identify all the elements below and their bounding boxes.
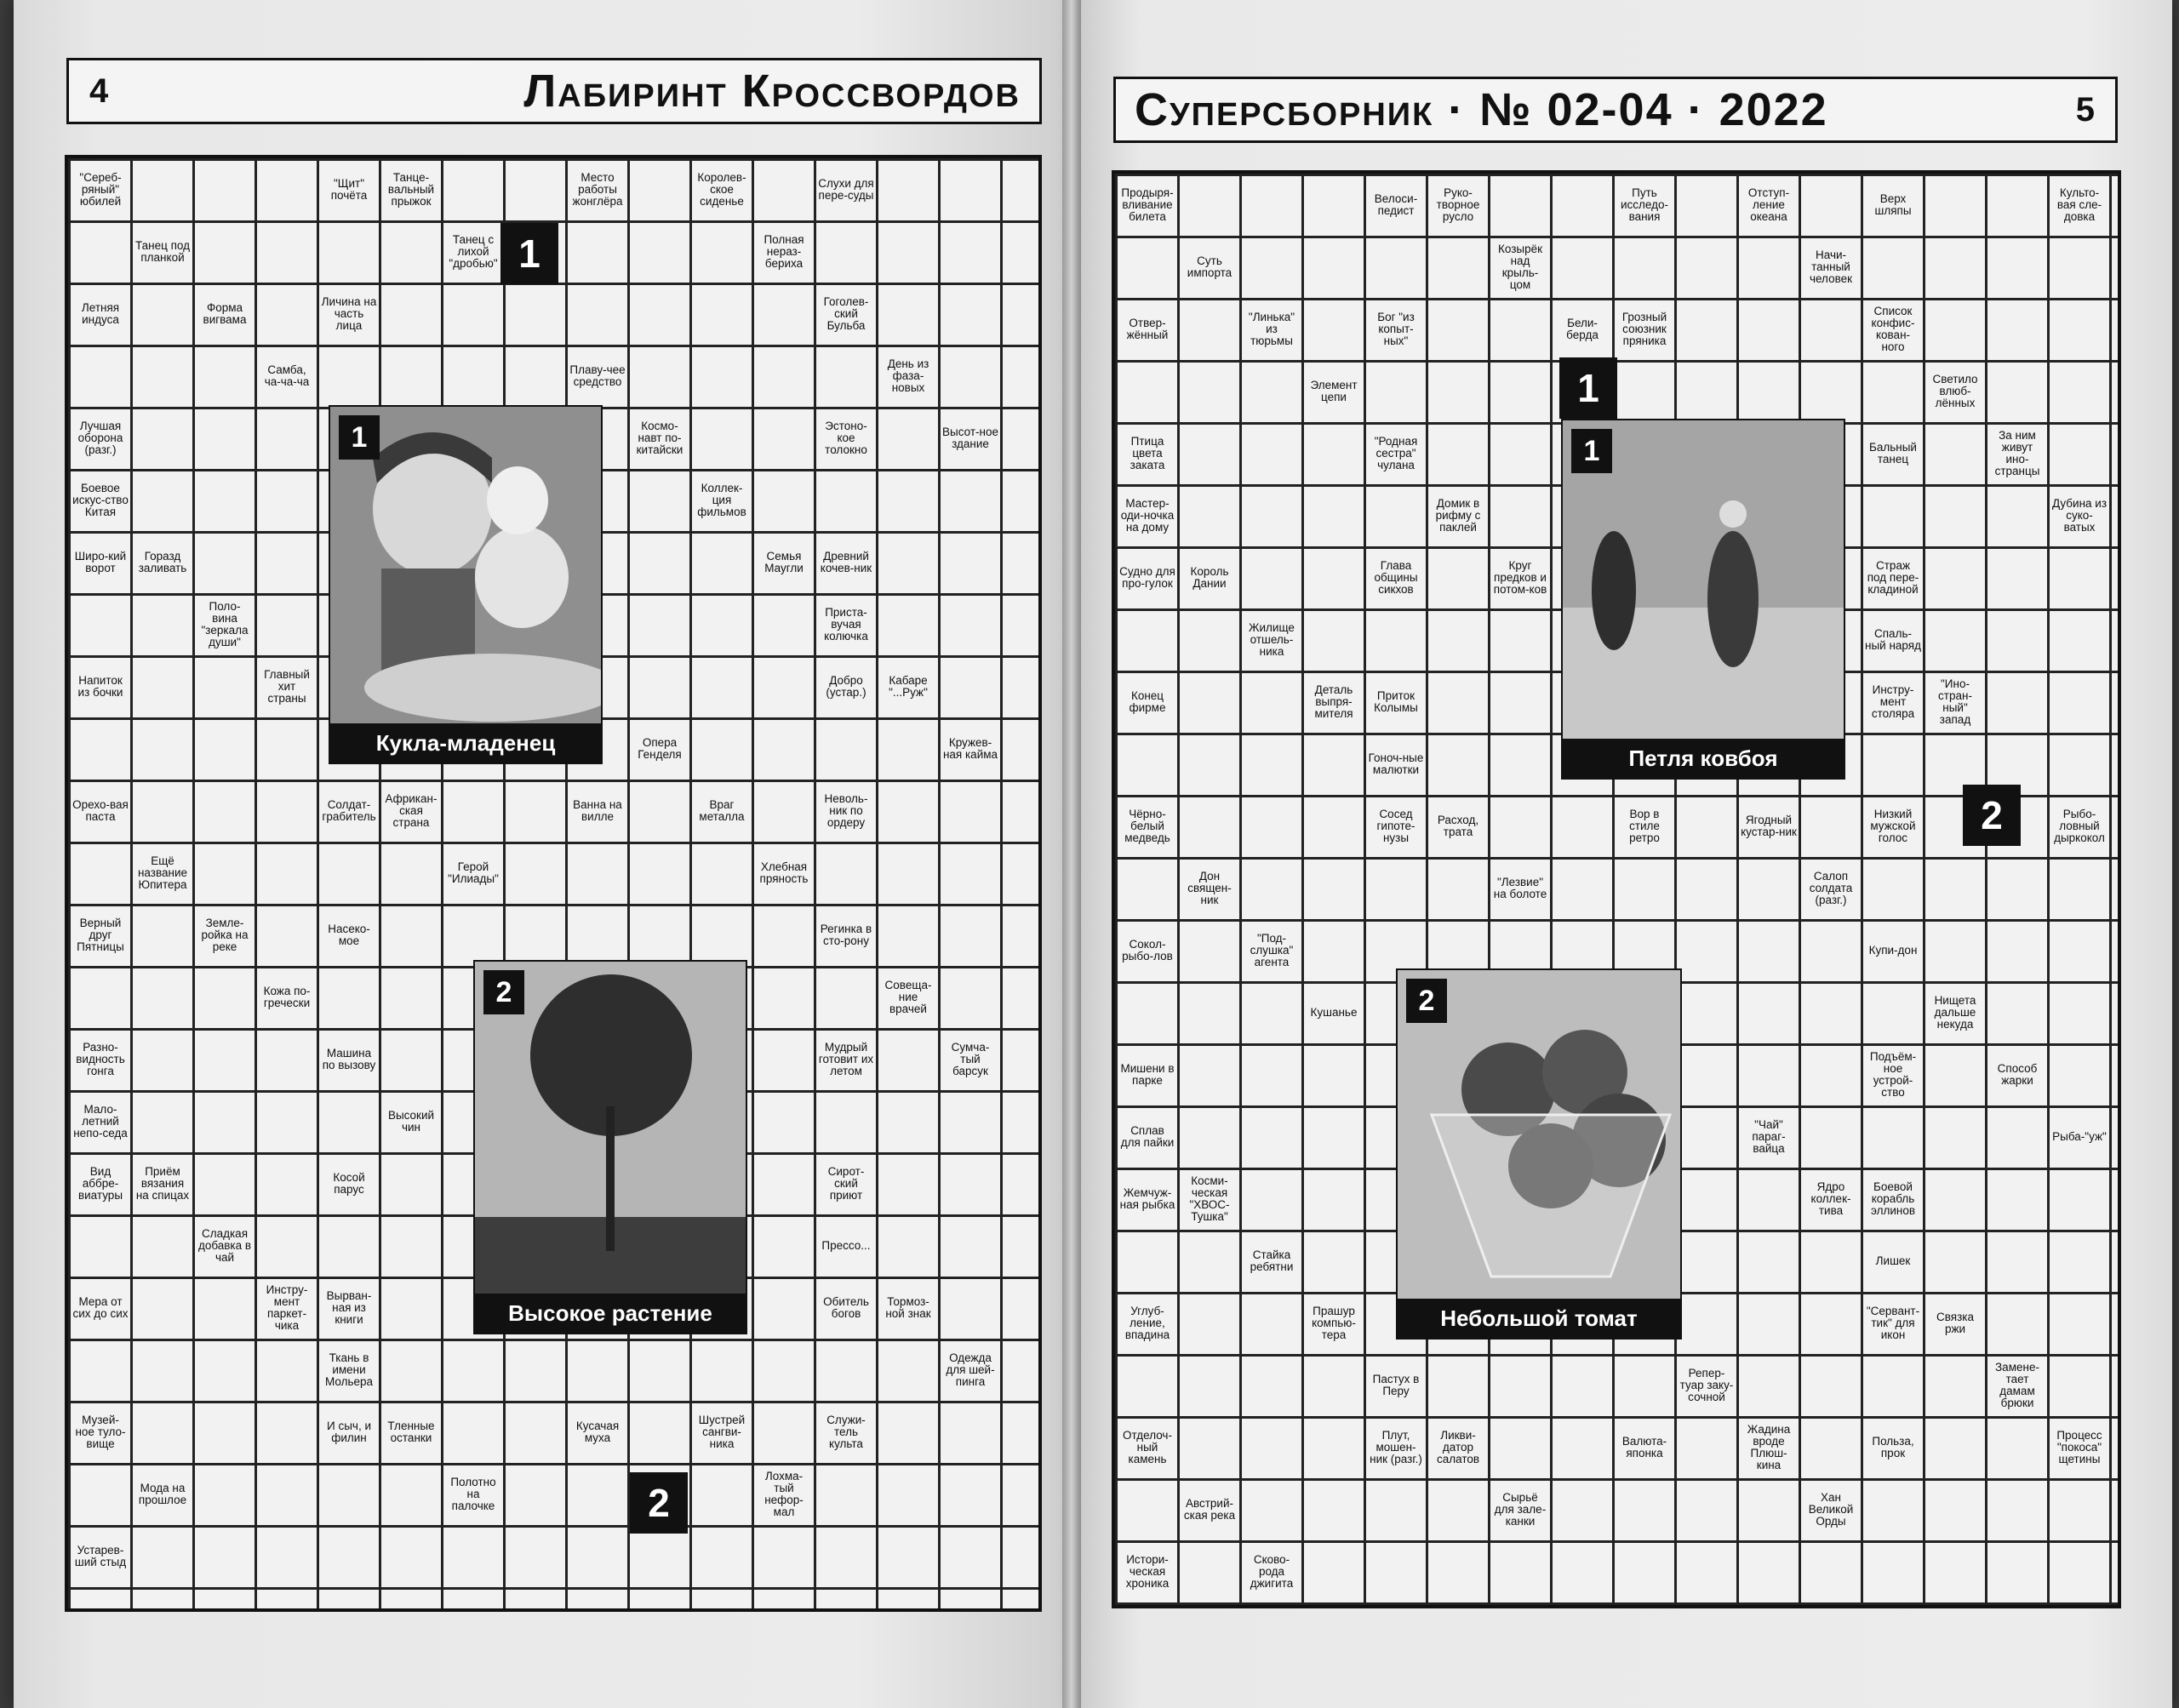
- clue-cell: Сково-рода джигита: [1242, 1543, 1301, 1601]
- clue-cell: Верх шляпы: [1863, 176, 1923, 234]
- clue-cell: Косми-ческая "ХВОС-Тушка": [1180, 1170, 1239, 1228]
- grid-number-2-right: 2: [1963, 785, 2021, 846]
- clue-cell: Древний кочев-ник: [816, 534, 876, 591]
- picture-cowboys-caption: Петля ковбоя: [1563, 739, 1844, 778]
- clue-cell: Земле-ройка на реке: [195, 906, 255, 964]
- picture-tomatoes-caption: Небольшой томат: [1398, 1299, 1680, 1338]
- clue-cell: Косой парус: [319, 1155, 379, 1213]
- clue-cell: Боевой корабль эллинов: [1863, 1170, 1923, 1228]
- clue-cell: Углуб-ление, впадина: [1118, 1294, 1177, 1352]
- clue-cell: Приток Колымы: [1366, 673, 1426, 731]
- clue-cell: Африкан-ская страна: [381, 782, 441, 840]
- clue-cell: За ним живут ино-странцы: [1987, 425, 2047, 483]
- clue-cell: Мишени в парке: [1118, 1046, 1177, 1104]
- clue-cell: Вырван-ная из книги: [319, 1279, 379, 1337]
- clue-cell: Хлебная пряность: [754, 844, 814, 902]
- clue-cell: Птица цвета заката: [1118, 425, 1177, 483]
- left-page-title: Лабиринт Кроссвордов: [523, 66, 1021, 117]
- picture-tomatoes-number: 2: [1406, 979, 1447, 1023]
- clue-cell: Гоноч-ные малютки: [1366, 735, 1426, 793]
- clue-cell: Грозный союзник пряника: [1615, 300, 1674, 358]
- clue-cell: Плут, мошен-ник (разг.): [1366, 1419, 1426, 1477]
- clue-cell: Музей-ное туло-вище: [71, 1403, 130, 1461]
- clue-cell: Широ-кий ворот: [71, 534, 130, 591]
- clue-cell: Одежда для шей-пинга: [941, 1341, 1000, 1399]
- clue-cell: Поло-вина "зеркала души": [195, 596, 255, 654]
- picture-cowboys-number: 1: [1571, 429, 1612, 473]
- clue-cell: Отступ-ление океана: [1739, 176, 1799, 234]
- grid-number-2-left: 2: [630, 1472, 688, 1534]
- clue-cell: Страж под пере-кладиной: [1863, 549, 1923, 607]
- clue-cell: Мастер-оди-ночка на дому: [1118, 487, 1177, 545]
- clue-cell: "Родная сестра" чулана: [1366, 425, 1426, 483]
- clue-cell: Машина по вызову: [319, 1031, 379, 1088]
- clue-cell: Лохма-тый нефор-мал: [754, 1465, 814, 1523]
- clue-cell: Полная нераз-бериха: [754, 223, 814, 281]
- clue-cell: Валюта-японка: [1615, 1419, 1674, 1477]
- clue-cell: Суть импорта: [1180, 238, 1239, 296]
- clue-cell: Жемчуж-ная рыбка: [1118, 1170, 1177, 1228]
- picture-cowboys: [1561, 419, 1845, 780]
- clue-cell: Купи-дон: [1863, 922, 1923, 980]
- clue-cell: "Щит" почёта: [319, 161, 379, 219]
- clue-cell: Домик в рифму с паклей: [1428, 487, 1488, 545]
- clue-cell: Подъём-ное устрой-ство: [1863, 1046, 1923, 1104]
- clue-cell: Бальный танец: [1863, 425, 1923, 483]
- clue-cell: Кружев-ная кайма: [941, 720, 1000, 778]
- clue-cell: Продыря-вливание билета: [1118, 176, 1177, 234]
- clue-cell: Кусачая муха: [568, 1403, 627, 1461]
- clue-cell: Судно для про-гулок: [1118, 549, 1177, 607]
- clue-cell: Летняя индуса: [71, 285, 130, 343]
- clue-cell: Расход, трата: [1428, 797, 1488, 855]
- clue-cell: Бог "из копыт-ных": [1366, 300, 1426, 358]
- clue-cell: Регинка в сто-рону: [816, 906, 876, 964]
- clue-cell: Жадина вроде Плюш-кина: [1739, 1419, 1799, 1477]
- clue-cell: Нищета дальше некуда: [1925, 984, 1985, 1042]
- clue-cell: Высот-ное здание: [941, 409, 1000, 467]
- clue-cell: Австрий-ская река: [1180, 1481, 1239, 1539]
- clue-cell: Солдат-грабитель: [319, 782, 379, 840]
- clue-cell: Верный друг Пятницы: [71, 906, 130, 964]
- clue-cell: Танец под планкой: [133, 223, 192, 281]
- clue-cell: Путь исследо-вания: [1615, 176, 1674, 234]
- picture-doll-caption: Кукла-младенец: [330, 723, 601, 763]
- clue-cell: Тормоз-ной знак: [878, 1279, 938, 1337]
- clue-cell: Прашур компью-тера: [1304, 1294, 1364, 1352]
- clue-cell: Мало-летний непо-седа: [71, 1093, 130, 1151]
- clue-cell: Замене-тает дамам брюки: [1987, 1357, 2047, 1414]
- clue-cell: Приста-вучая колючка: [816, 596, 876, 654]
- grid-number-1-left: 1: [500, 223, 558, 284]
- page-gutter: [1062, 0, 1081, 1708]
- clue-cell: Ядро коллек-тива: [1801, 1170, 1861, 1228]
- clue-cell: Сосед гипоте-нузы: [1366, 797, 1426, 855]
- clue-cell: Польза, прок: [1863, 1419, 1923, 1477]
- clue-cell: Список конфис-кован-ного: [1863, 300, 1923, 358]
- clue-cell: Дон священ-ник: [1180, 860, 1239, 917]
- clue-cell: Ткань в имени Мольера: [319, 1341, 379, 1399]
- clue-cell: Элемент цепи: [1304, 363, 1364, 420]
- clue-cell: "Лезвие" на болоте: [1490, 860, 1550, 917]
- grid-number-1-right: 1: [1559, 357, 1617, 419]
- clue-cell: Светило влюб-лённых: [1925, 363, 1985, 420]
- clue-cell: Гоголев-ский Бульба: [816, 285, 876, 343]
- clue-cell: Полотно на палочке: [443, 1465, 503, 1523]
- clue-cell: Шустрей сангви-ника: [692, 1403, 752, 1461]
- clue-cell: Руко-творное русло: [1428, 176, 1488, 234]
- clue-cell: Мера от сих до сих: [71, 1279, 130, 1337]
- clue-cell: Стайка ребятни: [1242, 1232, 1301, 1290]
- picture-tree-caption: Высокое растение: [475, 1294, 746, 1333]
- clue-cell: Личина на часть лица: [319, 285, 379, 343]
- clue-cell: Кожа по-гречески: [257, 968, 317, 1026]
- clue-cell: "Линька" из тюрьмы: [1242, 300, 1301, 358]
- clue-cell: Космо-навт по-китайски: [630, 409, 689, 467]
- clue-cell: Кушанье: [1304, 984, 1364, 1042]
- clue-cell: Прессо...: [816, 1217, 876, 1275]
- clue-cell: Деталь выпря-мителя: [1304, 673, 1364, 731]
- clue-cell: Служи-тель культа: [816, 1403, 876, 1461]
- clue-cell: Неволь-ник по ордеру: [816, 782, 876, 840]
- clue-cell: "Сереб-ряный" юбилей: [71, 161, 130, 219]
- clue-cell: Козырёк над крыль-цом: [1490, 238, 1550, 296]
- clue-cell: Лучшая оборона (разг.): [71, 409, 130, 467]
- clue-cell: Самба, ча-ча-ча: [257, 347, 317, 405]
- left-page-header: [66, 58, 1042, 124]
- clue-cell: День из фаза-новых: [878, 347, 938, 405]
- clue-cell: Инстру-мент паркет-чика: [257, 1279, 317, 1337]
- clue-cell: Сырьё для зале-канки: [1490, 1481, 1550, 1539]
- clue-cell: Жилище отшель-ника: [1242, 611, 1301, 669]
- clue-cell: Процесс "покоса" щетины: [2050, 1419, 2109, 1477]
- clue-cell: Ягодный кустар-ник: [1739, 797, 1799, 855]
- clue-cell: Способ жарки: [1987, 1046, 2047, 1104]
- clue-cell: Бели-берда: [1553, 300, 1612, 358]
- clue-cell: Напиток из бочки: [71, 658, 130, 716]
- clue-cell: Мода на прошлое: [133, 1465, 192, 1523]
- clue-cell: Спаль-ный наряд: [1863, 611, 1923, 669]
- clue-cell: Сумча-тый барсук: [941, 1031, 1000, 1088]
- clue-cell: Устарев-ший стыд: [71, 1528, 130, 1585]
- picture-tomatoes: [1396, 968, 1682, 1340]
- clue-cell: "Ино-стран-ный" запад: [1925, 673, 1985, 731]
- clue-cell: Горазд заливать: [133, 534, 192, 591]
- picture-doll: [329, 405, 603, 764]
- clue-cell: И сыч, и филин: [319, 1403, 379, 1461]
- clue-cell: Королев-ское сиденье: [692, 161, 752, 219]
- clue-cell: Приём вязания на спицах: [133, 1155, 192, 1213]
- clue-cell: Танец с лихой "дробью": [443, 223, 503, 281]
- clue-cell: Коллек-ция фильмов: [692, 471, 752, 529]
- clue-cell: "Сервант-тик" для икон: [1863, 1294, 1923, 1352]
- right-page-title: Суперсборник · № 02-04 · 2022: [1135, 84, 1828, 135]
- clue-cell: "Чай" параг-вайца: [1739, 1108, 1799, 1166]
- clue-cell: Глава общины сикхов: [1366, 549, 1426, 607]
- clue-cell: Отделоч-ный камень: [1118, 1419, 1177, 1477]
- clue-cell: Тленные останки: [381, 1403, 441, 1461]
- clue-cell: Лишек: [1863, 1232, 1923, 1290]
- clue-cell: Культо-вая сле-довка: [2050, 176, 2109, 234]
- clue-cell: Кабаре "...Руж": [878, 658, 938, 716]
- clue-cell: Место работы жонглёра: [568, 161, 627, 219]
- clue-cell: Слухи для пере-суды: [816, 161, 876, 219]
- clue-cell: Главный хит страны: [257, 658, 317, 716]
- clue-cell: Связка ржи: [1925, 1294, 1985, 1352]
- clue-cell: Рыбо-ловный дыркокол: [2050, 797, 2109, 855]
- clue-cell: Орехо-вая паста: [71, 782, 130, 840]
- left-page-number: 4: [89, 71, 109, 110]
- clue-cell: Форма вигвама: [195, 285, 255, 343]
- clue-cell: Начи-танный человек: [1801, 238, 1861, 296]
- clue-cell: Вор в стиле ретро: [1615, 797, 1674, 855]
- clue-cell: Дубина из суко-ватых: [2050, 487, 2109, 545]
- clue-cell: Обитель богов: [816, 1279, 876, 1337]
- clue-cell: Добро (устар.): [816, 658, 876, 716]
- clue-cell: Сокол-рыбо-лов: [1118, 922, 1177, 980]
- clue-cell: Круг предков и потом-ков: [1490, 549, 1550, 607]
- clue-cell: Салоп солдата (разг.): [1801, 860, 1861, 917]
- clue-cell: "Под-слушка" агента: [1242, 922, 1301, 980]
- clue-cell: Инстру-мент столяра: [1863, 673, 1923, 731]
- clue-cell: Рыба-"уж": [2050, 1108, 2109, 1166]
- clue-cell: Ещё название Юпитера: [133, 844, 192, 902]
- clue-cell: Опера Генделя: [630, 720, 689, 778]
- clue-cell: Хан Великой Орды: [1801, 1481, 1861, 1539]
- clue-cell: Враг металла: [692, 782, 752, 840]
- clue-cell: Велоси-педист: [1366, 176, 1426, 234]
- clue-cell: Мудрый готовит их летом: [816, 1031, 876, 1088]
- clue-cell: Герой "Илиады": [443, 844, 503, 902]
- right-page-number: 5: [2075, 90, 2095, 129]
- clue-cell: Король Дании: [1180, 549, 1239, 607]
- picture-tree: [473, 960, 747, 1334]
- clue-cell: Насеко-мое: [319, 906, 379, 964]
- clue-cell: Сплав для пайки: [1118, 1108, 1177, 1166]
- clue-cell: Репер-туар заку-сочной: [1677, 1357, 1736, 1414]
- clue-cell: Танце-вальный прыжок: [381, 161, 441, 219]
- clue-cell: Семья Маугли: [754, 534, 814, 591]
- clue-cell: Сладкая добавка в чай: [195, 1217, 255, 1275]
- clue-cell: Конец фирме: [1118, 673, 1177, 731]
- clue-cell: Высокий чин: [381, 1093, 441, 1151]
- clue-cell: Боевое искус-ство Китая: [71, 471, 130, 529]
- picture-doll-number: 1: [339, 415, 380, 460]
- clue-cell: Плаву-чее средство: [568, 347, 627, 405]
- clue-cell: Ликви-датор салатов: [1428, 1419, 1488, 1477]
- clue-cell: Совеща-ние врачей: [878, 968, 938, 1026]
- picture-tree-number: 2: [483, 970, 524, 1014]
- clue-cell: Вид аббре-виатуры: [71, 1155, 130, 1213]
- clue-cell: Разно-видность гонга: [71, 1031, 130, 1088]
- right-page-header: [1113, 77, 2118, 143]
- clue-cell: Низкий мужской голос: [1863, 797, 1923, 855]
- clue-cell: Истори-ческая хроника: [1118, 1543, 1177, 1601]
- clue-cell: Пастух в Перу: [1366, 1357, 1426, 1414]
- clue-cell: Ванна на вилле: [568, 782, 627, 840]
- clue-cell: Сирот-ский приют: [816, 1155, 876, 1213]
- left-crossword-grid[interactable]: [65, 155, 1042, 1612]
- clue-cell: Чёрно-белый медведь: [1118, 797, 1177, 855]
- clue-cell: Отвер-жённый: [1118, 300, 1177, 358]
- clue-cell: Эстоно-кое толокно: [816, 409, 876, 467]
